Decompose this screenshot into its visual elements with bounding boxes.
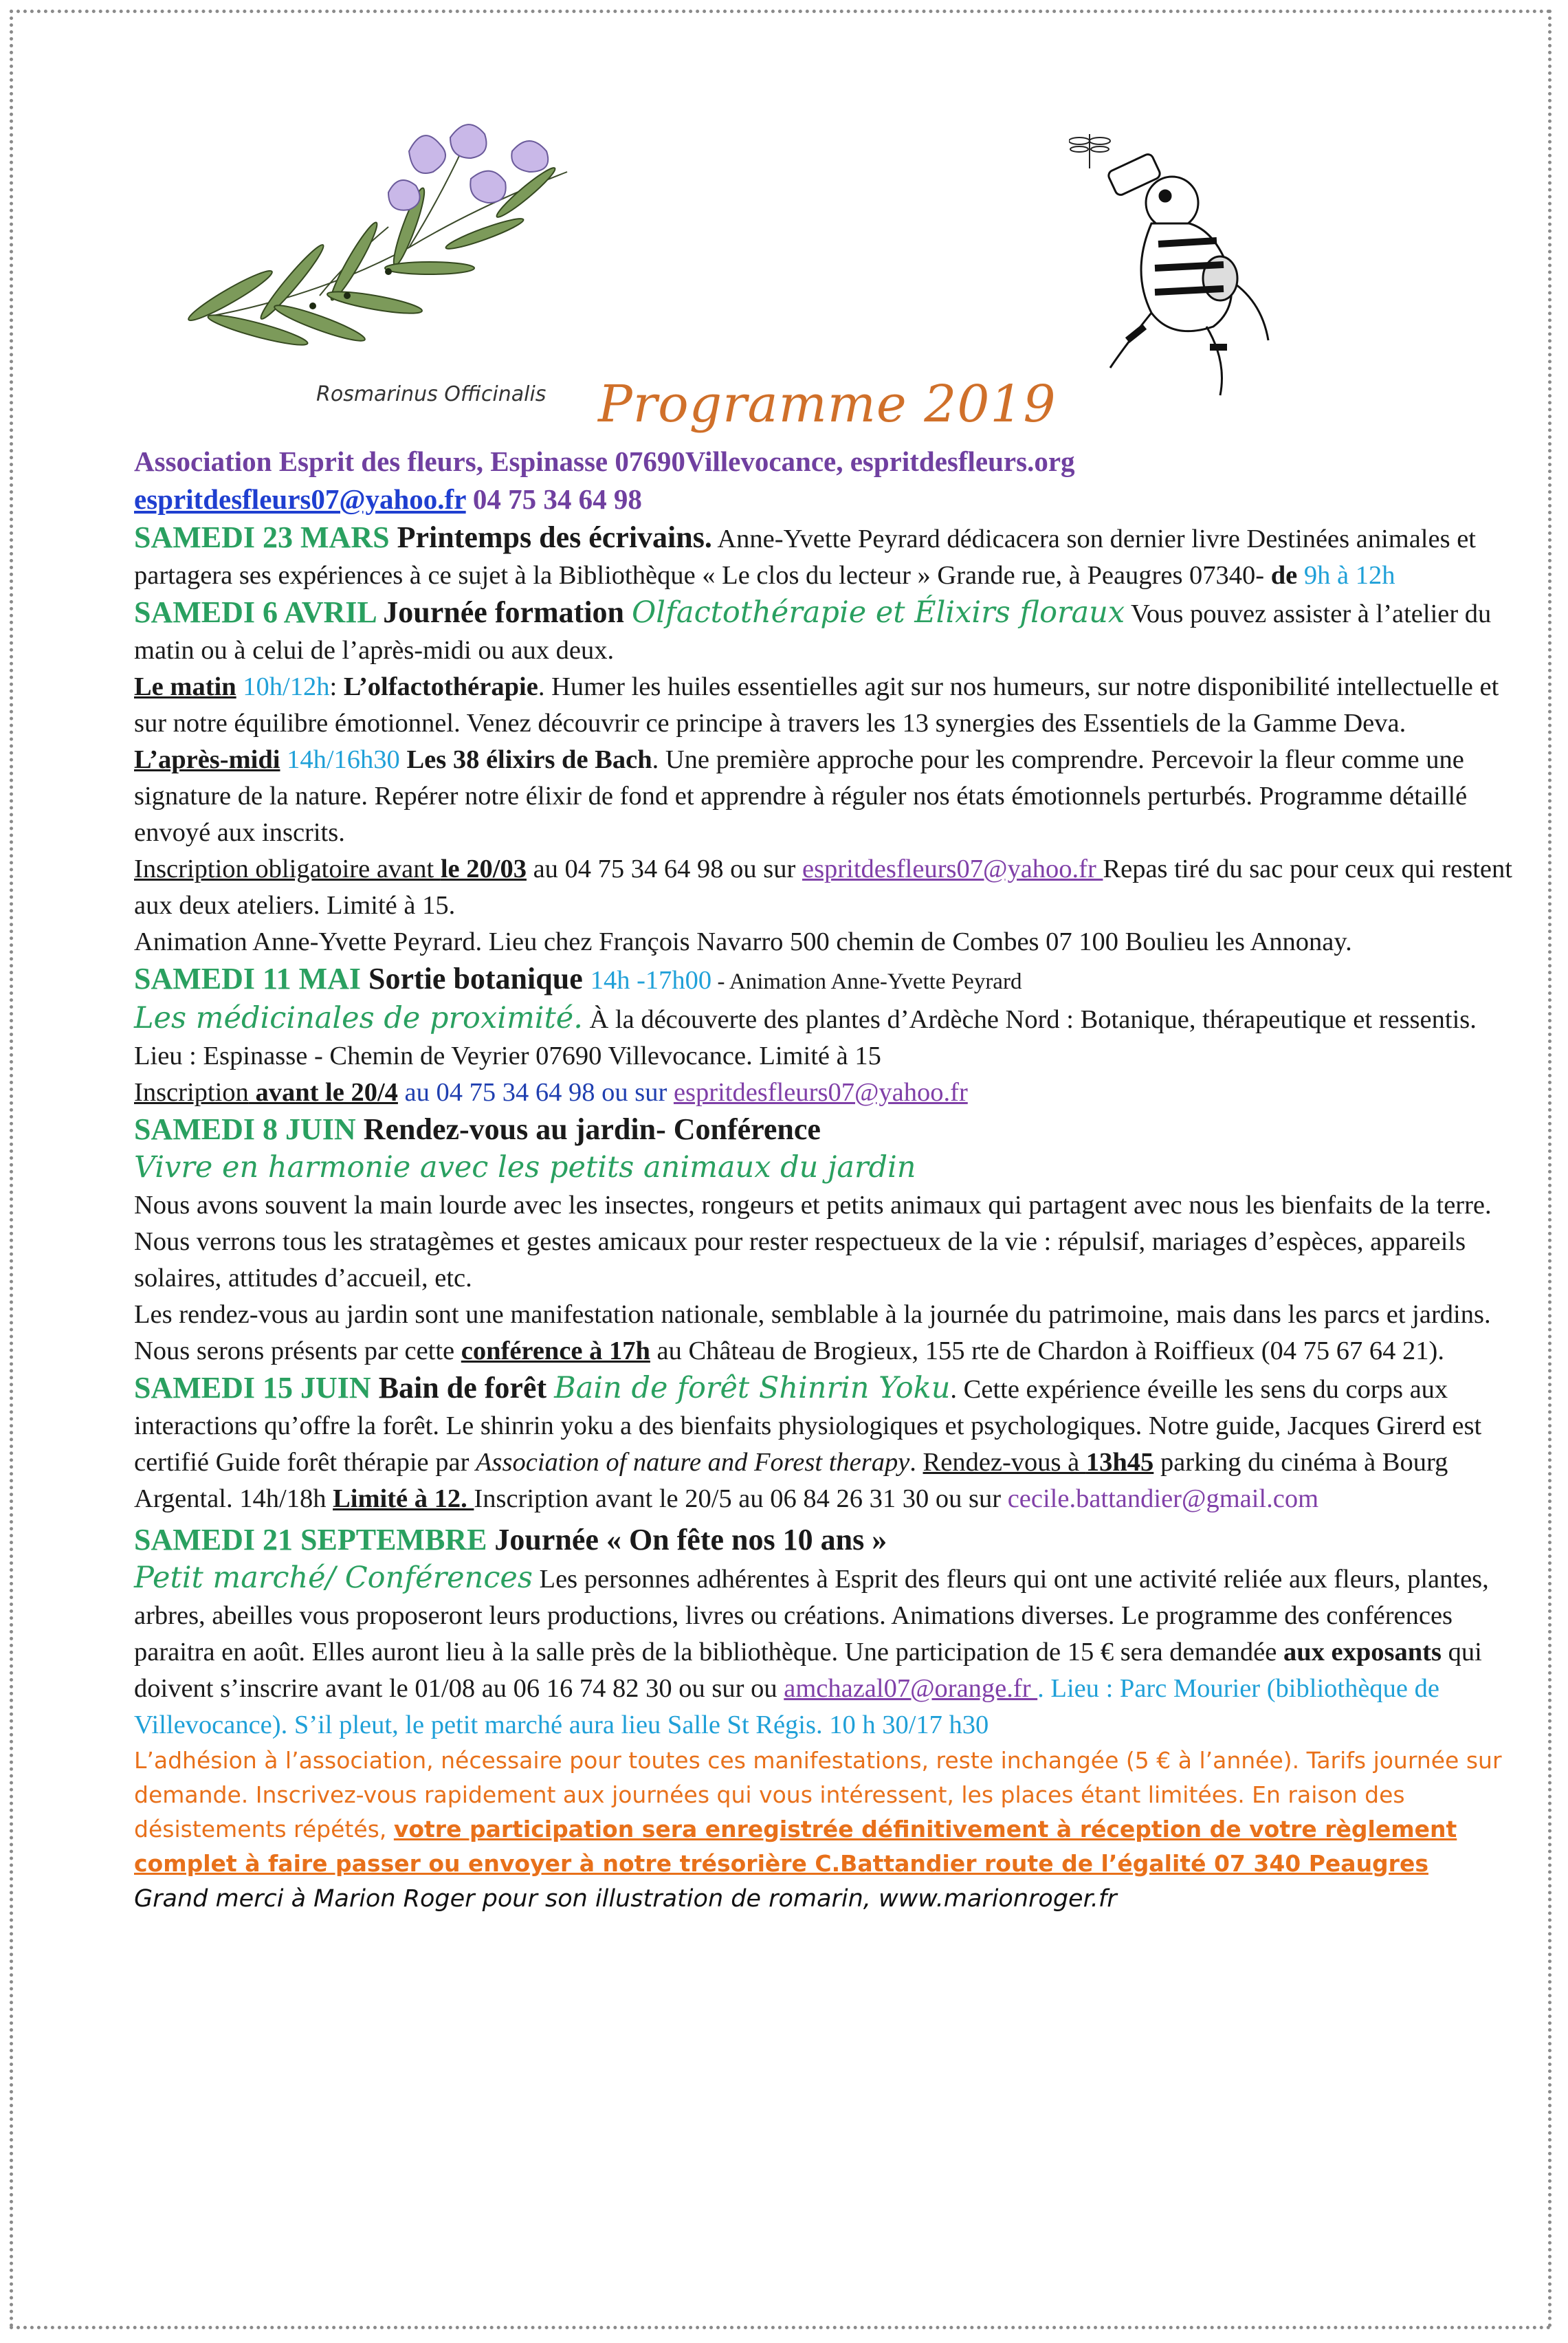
event-theme: Les médicinales de proximité. — [134, 1001, 583, 1035]
rdv-time: 13h45 — [1085, 1448, 1154, 1477]
association-email-link[interactable]: espritdesfleurs07@yahoo.fr — [134, 483, 466, 515]
event-text-2: qui doivent s’inscrire avant le 01/08 au 06 16 74 82 30 ou sur ou — [134, 1638, 1482, 1703]
animation-text: Animation Anne-Yvette Peyrard. Lieu chez François Navarro 500 chemin de Combes 07 100 Boulieu les Annonay. — [134, 927, 1352, 956]
morning-colon: : — [329, 672, 344, 701]
afternoon-label: L’après-midi — [134, 745, 280, 774]
event-hours: 9h à 12h — [1297, 561, 1395, 590]
morning-label: Le matin — [134, 672, 236, 701]
inscription-date: le 20/03 — [440, 855, 527, 883]
event-date: SAMEDI 11 MAI — [134, 962, 362, 996]
event-text-2: Les rendez-vous au jardin sont une manifestation nationale, semblable à la journée du patrimoine, mais dans les parcs et jardins. Nous serons présents par cette — [134, 1300, 1491, 1365]
event-animation: - Animation Anne-Yvette Peyrard — [711, 969, 1022, 994]
programme-content — [134, 443, 1523, 1917]
inscription-phone: au 04 75 34 64 98 — [397, 1078, 595, 1107]
event-text-2: parking du cinéma à Bourg Argental. 14h/18h — [134, 1448, 1448, 1513]
event-formation — [134, 594, 1523, 960]
event-date: SAMEDI 15 JUIN — [134, 1371, 371, 1405]
rdv-label: Rendez-vous à — [923, 1448, 1086, 1477]
event-text: Les personnes adhérentes à Esprit des fleurs qui ont une activité reliée aux fleurs, plantes, arbres, abeilles vous proposeront leurs productions, livres ou créations. Animations diverses. Le programme des conférences paraitra en août. Elles auront lieu à la salle près de la bibliothèque. Une participation de 15 € sera demandée — [134, 1565, 1489, 1666]
event-text: Nous avons souvent la main lourde avec les insectes, rongeurs et petits animaux qui partagent avec nous les bienfaits de la terre. Nous verrons tous les stratagèmes et gestes amicaux pour rester respectueux de la vie : répulsif, mariages d’espèces, appareils solaires, attitudes d’accueil, etc. — [134, 1191, 1492, 1292]
rosemary-illustration — [182, 89, 588, 378]
morning-time: 10h/12h — [236, 672, 330, 701]
event-text: . Cette expérience éveille les sens du corps aux interactions qu’offre la forêt. Le shinrin yoku a des bienfaits physiologiques et psychologiques. Notre guide, Jacques Girerd est certifié Guide forêt thérapie par — [134, 1375, 1482, 1477]
association-info: Association Esprit des fleurs, Espinasse 07690Villevocance, espritdesfleurs.org — [134, 446, 1075, 477]
dragonfly-icon — [1069, 134, 1110, 168]
notice-bold: votre participation sera enregistrée définitivement à réception de votre règlement complet à faire passer ou envoyer à notre trésorière C.Battandier route de l’égalité 07 340 Peaugres — [134, 1816, 1457, 1877]
event-place: au Château de Brogieux, 155 rte de Chardon à Roiffieux (04 75 67 64 21). — [650, 1336, 1445, 1365]
inscription-date: avant le 20/4 — [248, 1078, 398, 1107]
morning-text: . Humer les huiles essentielles agit sur nos humeurs, sur notre disponibilité intellectuelle et sur notre équilibre émotionnel. Venez découvrir ce principe à travers les 13 synergies des Essentiels de la Gamme Deva. — [134, 672, 1499, 738]
event-date: SAMEDI 23 MARS — [134, 520, 390, 554]
event-de: de — [1270, 561, 1298, 590]
event-title: Rendez-vous au jardin- Conférence — [355, 1112, 821, 1146]
page-title: Programme 2019 — [598, 375, 1057, 434]
credits-line: Grand merci à Marion Roger pour son illustration de romarin, www.marionroger.fr — [134, 1885, 1117, 1913]
illustration-caption: Rosmarinus Officinalis — [316, 382, 546, 406]
conference-time: conférence à 17h — [461, 1336, 650, 1365]
event-email-link[interactable]: amchazal07@orange.fr — [784, 1674, 1038, 1703]
event-title: Bain de forêt — [371, 1371, 555, 1405]
afternoon-time: 14h/16h30 — [280, 745, 407, 774]
event-theme: Bain de forêt Shinrin Yoku — [554, 1371, 951, 1405]
event-limit: Limité à 12. — [333, 1484, 474, 1513]
inscription-email-link[interactable]: espritdesfleurs07@yahoo.fr — [673, 1078, 968, 1107]
event-intro: Vous pouvez assister à l’atelier du matin ou à celui de l’après-midi ou aux deux. — [134, 600, 1492, 665]
event-10-ans — [134, 1521, 1523, 1744]
event-date: SAMEDI 21 SEPTEMBRE — [134, 1523, 487, 1556]
event-title: Journée « On fête nos 10 ans » — [487, 1523, 887, 1556]
afternoon-text: . Une première approche pour les comprendre. Percevoir la fleur comme une signature de la nature. Repérer notre élixir de fond et apprendre à réguler nos états émotionnels perturbés. Programme détaillé envoyé aux inscrits. — [134, 745, 1468, 847]
association-line — [134, 443, 1523, 519]
event-theme: Olfactothérapie et Élixirs floraux — [632, 595, 1125, 630]
membership-notice — [134, 1744, 1523, 1881]
inscription-email-link[interactable]: espritdesfleurs07@yahoo.fr — [802, 855, 1103, 883]
event-rendez-vous-jardin — [134, 1111, 1523, 1370]
event-date: SAMEDI 6 AVRIL — [134, 595, 376, 629]
inscription-label: Inscription obligatoire avant — [134, 855, 441, 883]
lizard-with-binoculars-illustration — [1069, 120, 1275, 409]
event-theme: Vivre en harmonie avec les petits animaux du jardin — [134, 1150, 916, 1185]
event-text: À la découverte des plantes d’Ardèche Nord : Botanique, thérapeutique et ressentis. Lieu : Espinasse - Chemin de Veyrier 07690 Villevocance. Limité à 15 — [134, 1005, 1477, 1070]
event-title: Journée formation — [375, 595, 632, 629]
event-place: . Lieu : Parc Mourier (bibliothèque de Villevocance). S’il pleut, le petit marché aura lieu Salle St Régis. 10 h 30/17 h30 — [134, 1674, 1439, 1739]
event-dot: . — [909, 1448, 923, 1477]
inscription-or: ou sur — [595, 1078, 674, 1107]
exposants-label: aux exposants — [1283, 1638, 1442, 1666]
event-title: Sortie botanique — [361, 962, 590, 996]
afternoon-title: Les 38 élixirs de Bach — [406, 745, 652, 774]
inscription-label: Inscription — [134, 1078, 249, 1107]
event-title: Printemps des écrivains. — [389, 520, 712, 554]
event-printemps — [134, 519, 1523, 594]
association-phone: 04 75 34 64 98 — [465, 483, 642, 515]
inscription-after: Repas tiré du sac pour ceux qui restent aux deux ateliers. Limité à 15. — [134, 855, 1512, 920]
morning-title: L’olfactothérapie — [343, 672, 538, 701]
event-date: SAMEDI 8 JUIN — [134, 1112, 356, 1146]
event-text: Anne-Yvette Peyrard dédicacera son dernier livre Destinées animales et partagera ses expériences à ce sujet à la Bibliothèque « Le clos du lecteur » Grande rue, à Peaugres 07340- — [134, 525, 1476, 590]
notice-text: L’adhésion à l’association, nécessaire pour toutes ces manifestations, reste inchangée (5 € à l’année). Tarifs journée sur demande. Inscrivez-vous rapidement aux journées qui vous intéressent, les places étant limitées. En raison des désistements répétés, — [134, 1747, 1502, 1842]
event-email-link[interactable]: cecile.battandier@gmail.com — [1007, 1484, 1319, 1513]
event-sortie-botanique — [134, 960, 1523, 1111]
inscription-text: au 04 75 34 64 98 ou sur — [526, 855, 802, 883]
event-hours: 14h -17h00 — [590, 966, 712, 995]
organisation-name: Association of nature and Forest therapy — [476, 1448, 910, 1477]
event-bain-de-foret — [134, 1370, 1523, 1517]
event-theme: Petit marché/ Conférences — [134, 1561, 533, 1595]
event-text-3: Inscription avant le 20/5 au 06 84 26 31 30 ou sur — [474, 1484, 1008, 1513]
